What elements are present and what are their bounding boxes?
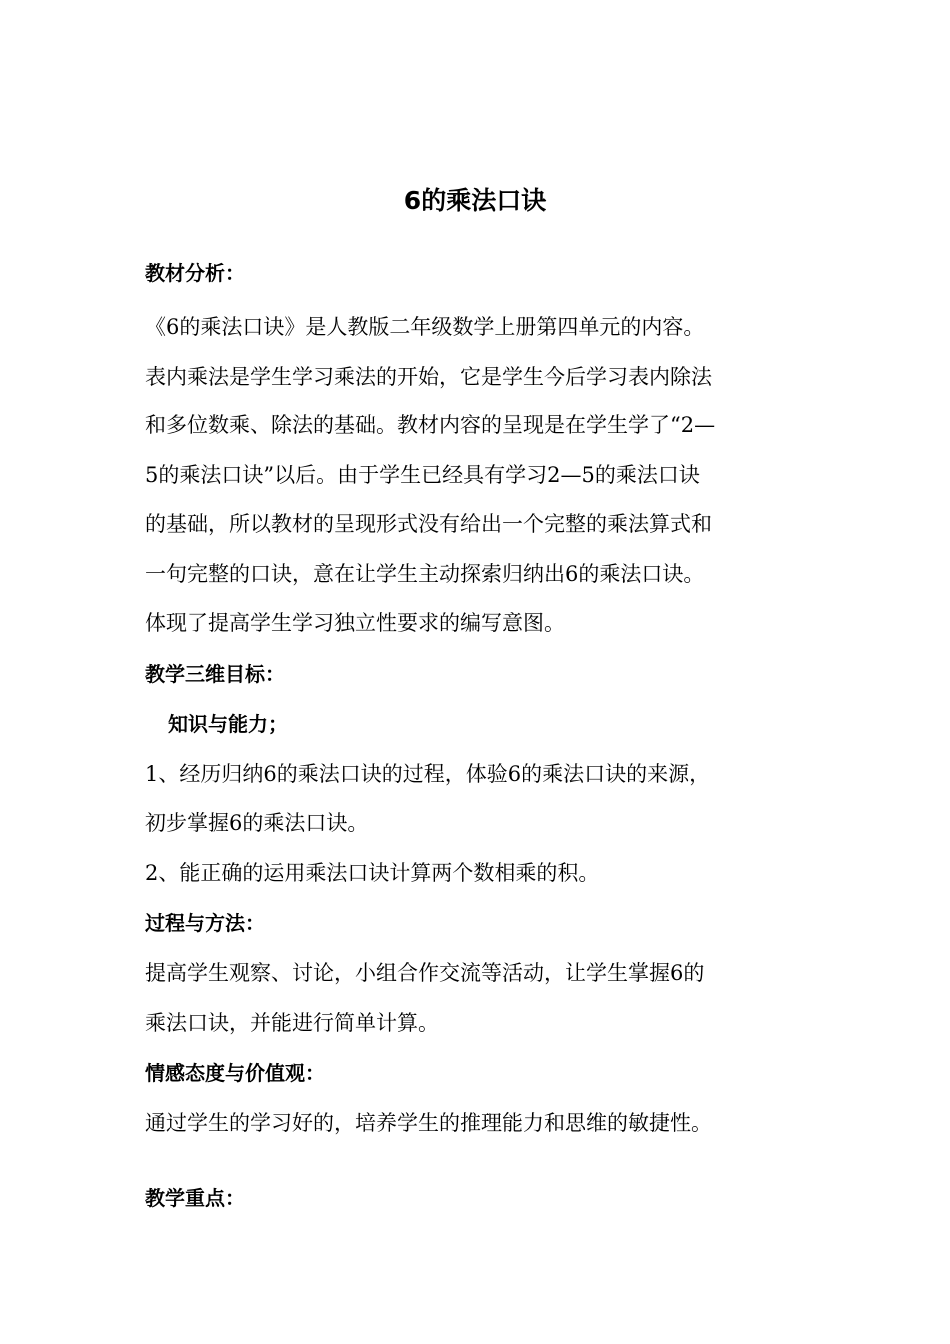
- paragraph-line: 体现了提高学生学习独立性要求的编写意图。: [145, 611, 565, 635]
- paragraph-line: 5的乘法口诀”以后。由于学生已经具有学习2—5的乘法口诀: [145, 463, 700, 487]
- paragraph-line: 一句完整的口诀，意在让学生主动探索归纳出6的乘法口诀。: [145, 562, 705, 586]
- paragraph-line: 2、能正确的运用乘法口诀计算两个数相乘的积。: [145, 861, 600, 885]
- paragraph-line: 提高学生观察、讨论，小组合作交流等活动，让学生掌握6的: [145, 961, 705, 985]
- paragraph-line: 的基础，所以教材的呈现形式没有给出一个完整的乘法算式和: [145, 512, 712, 536]
- paragraph-line: 乘法口诀，并能进行简单计算。: [145, 1011, 439, 1035]
- paragraph-line: 初步掌握6的乘法口诀。: [145, 811, 369, 835]
- paragraph-line: 和多位数乘、除法的基础。教材内容的呈现是在学生学了“2—: [145, 413, 716, 437]
- document-title: 6的乘法口诀: [403, 186, 547, 215]
- section-heading-teaching-goals: 教学三维目标：: [145, 662, 285, 686]
- section-heading-process-method: 过程与方法：: [145, 911, 265, 935]
- paragraph-line: 1、经历归纳6的乘法口诀的过程，体验6的乘法口诀的来源，: [145, 762, 711, 786]
- paragraph-line: 《6的乘法口诀》是人教版二年级数学上册第四单元的内容。: [145, 315, 705, 339]
- paragraph-line: 表内乘法是学生学习乘法的开始，它是学生今后学习表内除法: [145, 365, 712, 389]
- subheading-knowledge-ability: 知识与能力；: [168, 712, 288, 736]
- section-heading-emotion-values: 情感态度与价值观：: [145, 1061, 325, 1085]
- paragraph-line: 通过学生的学习好的，培养学生的推理能力和思维的敏捷性。: [145, 1111, 712, 1135]
- section-heading-teaching-focus: 教学重点：: [145, 1186, 245, 1210]
- section-heading-textbook-analysis: 教材分析：: [145, 261, 245, 285]
